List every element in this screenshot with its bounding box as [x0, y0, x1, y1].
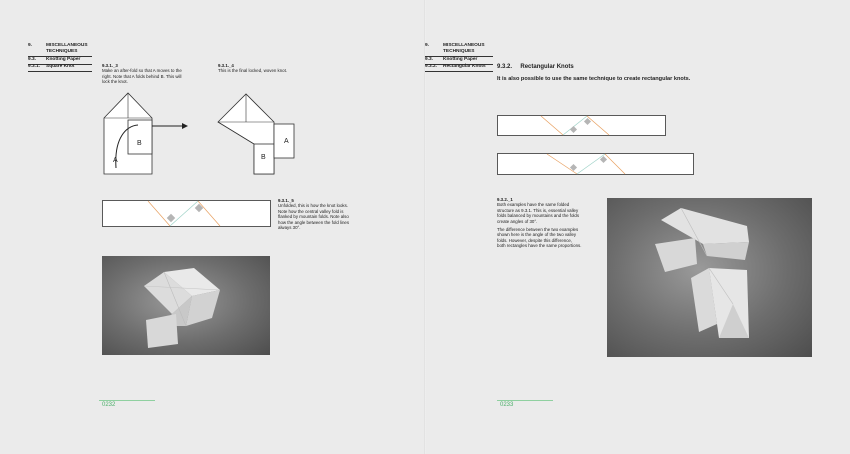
section-header: 9. MISCELLANEOUS TECHNIQUES [28, 43, 88, 54]
subsection-header: 9.3. Knotting Paper [425, 57, 478, 62]
arrow-head-icon [182, 123, 188, 129]
fold-diagram-after [214, 92, 304, 178]
paper-face [661, 208, 749, 244]
caption-rectangular-knots: 9.3.2._1 Both examples have the same folded structure as 9.3.1. This is, essential valley folds balanced by mountains and the folds create angles of 30°. The difference between the two examples shown here is the angle of the two valley folds. However, despite this difference, both rectangles have the same proportions. [497, 197, 582, 249]
rectangular-knot-strip-1 [497, 115, 667, 137]
paper-strip [103, 201, 271, 227]
paper-strip [498, 154, 694, 175]
caption-step-3: 9.3.1._3 Make an after-fold so that A moves to the right. Note that A folds behind B. This will lock the knot. [102, 63, 182, 85]
label-a: A [284, 138, 289, 145]
lead-paragraph: It is also possible to use the same technique to create rectangular knots. [497, 76, 691, 82]
unfolded-strip-diagram [102, 200, 272, 228]
paper-face [703, 242, 749, 260]
paper-strip-b [128, 120, 152, 154]
rectangular-knot-strip-2 [497, 153, 695, 176]
header-rule [28, 71, 92, 72]
subsubsection-header: 9.3.1. Square Knot [28, 64, 75, 69]
section-header: 9. MISCELLANEOUS TECHNIQUES [425, 43, 485, 54]
section-heading: 9.3.2. Rectangular Knots [497, 64, 574, 70]
subsubsection-header: 9.3.2. Rectangular Knots [425, 64, 486, 69]
paper-strip [498, 116, 666, 136]
fold-diagram-before [96, 88, 196, 178]
paper-face [655, 238, 697, 272]
page-number: 0233 [500, 402, 514, 408]
paper-knot-image [102, 256, 270, 355]
page-number-rule [99, 400, 155, 401]
page-number-rule [497, 400, 553, 401]
label-b: B [261, 154, 266, 161]
label-b: B [137, 140, 142, 147]
label-a: A [113, 157, 118, 164]
header-rule [425, 71, 493, 72]
caption-step-4: 9.3.1._4 This is the final locked, woven knot. [218, 63, 288, 74]
caption-step-5: 9.3.1._5 Unfolded, this is how the knot looks. Note how the central valley fold is flanked by mountain folds. Note also how the angle between the fold lines always 30°. [278, 198, 350, 231]
page-number: 0232 [102, 402, 116, 408]
knot-photo [102, 256, 270, 355]
rectangular-knots-photo [607, 198, 812, 357]
paper-knots-image [607, 198, 812, 357]
paper-face [146, 314, 178, 348]
subsection-header: 9.3. Knotting Paper [28, 57, 81, 62]
